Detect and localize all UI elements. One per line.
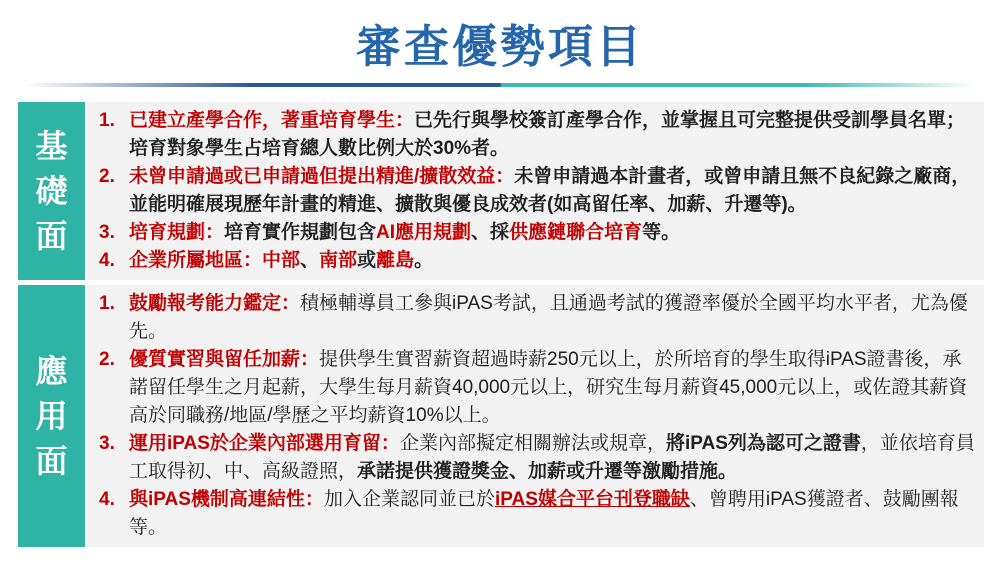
section-label-char: 礎	[35, 172, 68, 209]
item-text	[129, 486, 976, 542]
section-label-char: 基	[35, 127, 68, 164]
item-text	[129, 163, 976, 219]
text-segment: 鼓勵報考能力鑑定：	[129, 292, 301, 314]
item-number: 3.	[99, 221, 115, 243]
text-segment: 已建立產學合作，著重培育學生：	[129, 109, 415, 131]
item-number: 4.	[99, 488, 115, 510]
section-label-application	[18, 285, 85, 547]
section-label-char: 面	[35, 442, 68, 479]
text-segment: 或	[357, 249, 377, 271]
section-label-char: 應	[35, 352, 68, 389]
text-segment: 優質實習與留任加薪：	[129, 348, 320, 370]
item-number: 4.	[99, 249, 115, 271]
item-text	[129, 346, 976, 430]
item-text	[129, 247, 976, 275]
text-segment: 提供學生實習薪資超過時薪250元以上，於所培育的學生取得iPAS證書後，承諾留任學生之月起薪，大學生每月薪資40,000元以上，研究生每月薪資45,000元以上，或佐證其薪資高於同職務/地區/學歷之平均薪資10%以上。	[129, 348, 968, 426]
panel-content-application	[87, 285, 984, 547]
list-item	[97, 430, 976, 486]
section-label-char: 面	[35, 217, 68, 254]
list-item	[97, 219, 976, 247]
list-item	[97, 107, 976, 163]
text-segment: 、曾聘用iPAS獲證者、鼓勵團報等。	[129, 488, 959, 538]
text-segment: 供應鏈聯合培育	[509, 221, 643, 243]
item-number: 3.	[99, 432, 115, 454]
list-item	[97, 163, 976, 219]
text-segment: 未曾申請過本計畫者，或曾申請且無不良紀錄之廠商，並能明確展現歷年計畫的精進、擴散與優良成效者(如高留任率、加薪、升遷等)。	[129, 165, 971, 215]
text-segment: 離島	[376, 249, 415, 271]
text-segment: 將iPAS列為認可之證書	[665, 432, 861, 454]
section-label-char: 用	[35, 397, 68, 434]
list-item	[97, 290, 976, 346]
text-segment: 。	[414, 249, 434, 271]
text-segment: 未曾申請過或已申請過但提出精進/擴散效益：	[129, 165, 515, 187]
list-item	[97, 346, 976, 430]
item-number: 2.	[99, 348, 115, 370]
panel-application	[18, 285, 984, 547]
text-segment: 、	[300, 249, 320, 271]
item-text	[129, 219, 976, 247]
text-segment: 與iPAS機制高連結性：	[129, 488, 324, 510]
text-segment: ，並依培育員工取得初、中、高級證照，	[129, 432, 975, 482]
text-segment: 、採	[471, 221, 510, 243]
page-title: 審查優勢項目	[355, 21, 644, 72]
text-segment: 加入企業認同並已於	[323, 488, 495, 510]
list-item	[97, 486, 976, 542]
text-segment: 培育規劃：	[129, 221, 225, 243]
sections-container	[18, 102, 984, 547]
text-segment: 南部	[319, 249, 358, 271]
ipas-platform-link[interactable]: iPAS媒合平台刊登職缺	[494, 488, 690, 510]
text-segment: 企業內部擬定相關辦法或規章，	[399, 432, 666, 454]
item-number: 1.	[99, 292, 115, 314]
text-segment: 培育實作規劃包含	[224, 221, 377, 243]
section-label-basic	[18, 102, 85, 280]
item-text	[129, 290, 976, 346]
panel-basic	[18, 102, 984, 280]
panel-content-basic	[87, 102, 984, 280]
item-text	[129, 107, 976, 163]
text-segment: 已先行與學校簽訂產學合作，並掌握且可完整提供受訓學員名單；培育對象學生占培育總人數比例大於30%者。	[129, 109, 966, 159]
list-item	[97, 247, 976, 275]
text-segment: 等。	[642, 221, 681, 243]
title-underline-rule	[24, 83, 976, 87]
text-segment: 承諾提供獲證獎金、加薪或升遷等激勵措施。	[357, 460, 738, 482]
item-number: 1.	[99, 109, 115, 131]
item-number: 2.	[99, 165, 115, 187]
text-segment: 運用iPAS於企業內部選用育留：	[129, 432, 400, 454]
text-segment: AI應用規劃	[376, 221, 472, 243]
text-segment: 中部	[262, 249, 301, 271]
item-text	[129, 430, 976, 486]
text-segment: 企業所屬地區：	[129, 249, 263, 271]
text-segment: 積極輔導員工參與iPAS考試，且通過考試的獲證率優於全國平均水平者，尤為優先。	[129, 292, 968, 342]
